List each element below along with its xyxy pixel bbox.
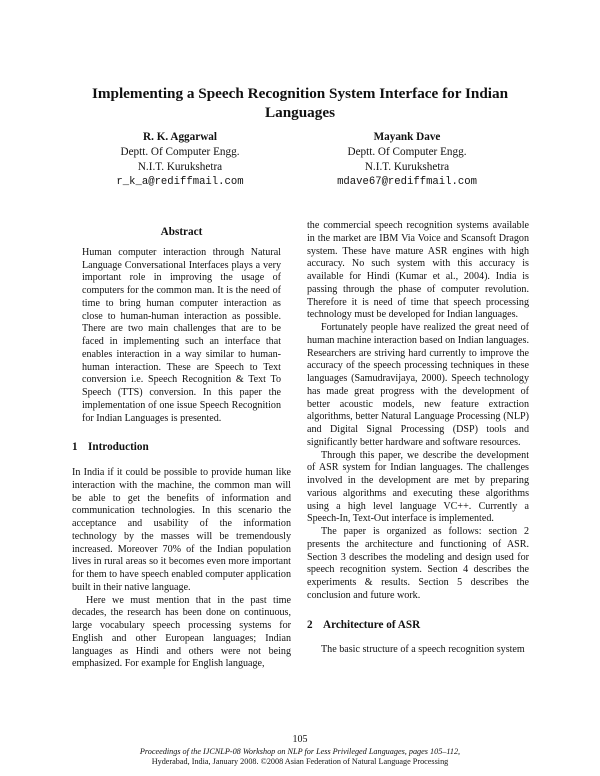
- page-number: 105: [292, 734, 308, 745]
- section-title: Architecture of ASR: [323, 618, 421, 631]
- abstract-heading: Abstract: [160, 226, 203, 238]
- body-paragraph: Here we must mention that in the past time decades, the research has been done on continuous, large vocabulary speech processing systems for English and other European languages; Indian languages as Hindi and others were not being emphasized. For example for English language,: [72, 594, 291, 670]
- author-block: [75, 130, 285, 190]
- author-name: R. K. Aggarwal: [143, 131, 217, 143]
- body-paragraph: Through this paper, we describe the development of ASR system for Indian languages. The challenges involved in the development are met by preparing various algorithms and executing these algorithms using a high level language VC++. Currently a Speech-In, Text-Out interface is implemented.: [307, 449, 529, 525]
- section-number: 1: [72, 441, 78, 454]
- section-number: 2: [307, 618, 313, 631]
- body-paragraph: In India if it could be possible to provide human like interaction with the machine, the common man will be able to get the benefits of information and communication technologies. In this scenario the acceptance and usability of the information technology by the masses will be tremendously increased. Moreover 70% of the Indian population lives in rural areas so it becomes even more important for them to have speech enabled computer application built in their native language.: [72, 467, 291, 593]
- section-heading: [72, 441, 291, 454]
- section-title: Introduction: [88, 441, 149, 454]
- section-heading: [307, 619, 529, 632]
- author-department: Deptt. Of Computer Engg.: [347, 146, 467, 158]
- body-paragraph: The basic structure of a speech recognition system: [321, 644, 525, 656]
- footer-copyright: Hyderabad, India, January 2008. ©2008 Asian Federation of Natural Language Processing: [151, 757, 449, 766]
- right-column: [307, 220, 529, 657]
- footer-proceedings: Proceedings of the IJCNLP-08 Workshop on NLP for Less Privileged Languages, pages 105–112,: [139, 747, 461, 756]
- body-paragraph: Fortunately people have realized the great need of human machine interaction based on Indian languages. Researchers are striving hard currently to improve the accuracy of the speech processing techniques in these languages (Samudravijaya, 2000). Speech technology has made great progress with the development of better acoustic models, new feature extraction algorithms, better Natural Language Processing (NLP) and Digital Signal Processing (DSP) tools and significantly better hardware and software resources.: [307, 322, 529, 448]
- paper-title: Implementing a Speech Recognition System Interface for Indian Languages: [91, 85, 509, 121]
- author-block: [302, 130, 512, 190]
- author-email: mdave67@rediffmail.com: [337, 176, 477, 188]
- author-name: Mayank Dave: [373, 131, 441, 143]
- author-institute: N.I.T. Kurukshetra: [137, 161, 223, 173]
- left-column: [72, 226, 291, 671]
- body-paragraph: the commercial speech recognition systems available in the market are IBM Via Voice and Scansoft Dragon system. These have mature ASR engines with high accuracy. No such system with this accuracy is available for Hindi (Kumar et al., 2004). India is passing through the phase of computer revolution. Therefore it is need of time that speech processing technology must be developed for Indian languages.: [307, 220, 529, 321]
- author-department: Deptt. Of Computer Engg.: [120, 146, 240, 158]
- author-email: r_k_a@rediffmail.com: [116, 176, 244, 188]
- abstract-text: Human computer interaction through Natural Language Conversational Interfaces plays a very important role in improving the usage of computers for the common man. It is the need of time to bring human computer interaction as close to human-human interaction as possible. There are two main challenges that are to be faced in implementing such an interface that enables interaction in a way similar to human-human interaction. These are Speech to Text conversion i.e. Speech Recognition & Text To Speech (TTS) conversion. In this paper the implementation of one issue Speech Recognition for Indian Languages is presented.: [82, 246, 281, 424]
- footer: [80, 747, 520, 767]
- author-institute: N.I.T. Kurukshetra: [364, 161, 450, 173]
- body-paragraph: The paper is organized as follows: section 2 presents the architecture and functioning of ASR. Section 3 describes the modeling and design used for speech recognition system. Section 4 describes the experiments & results. Section 5 describes the conclusion and future work.: [307, 526, 529, 601]
